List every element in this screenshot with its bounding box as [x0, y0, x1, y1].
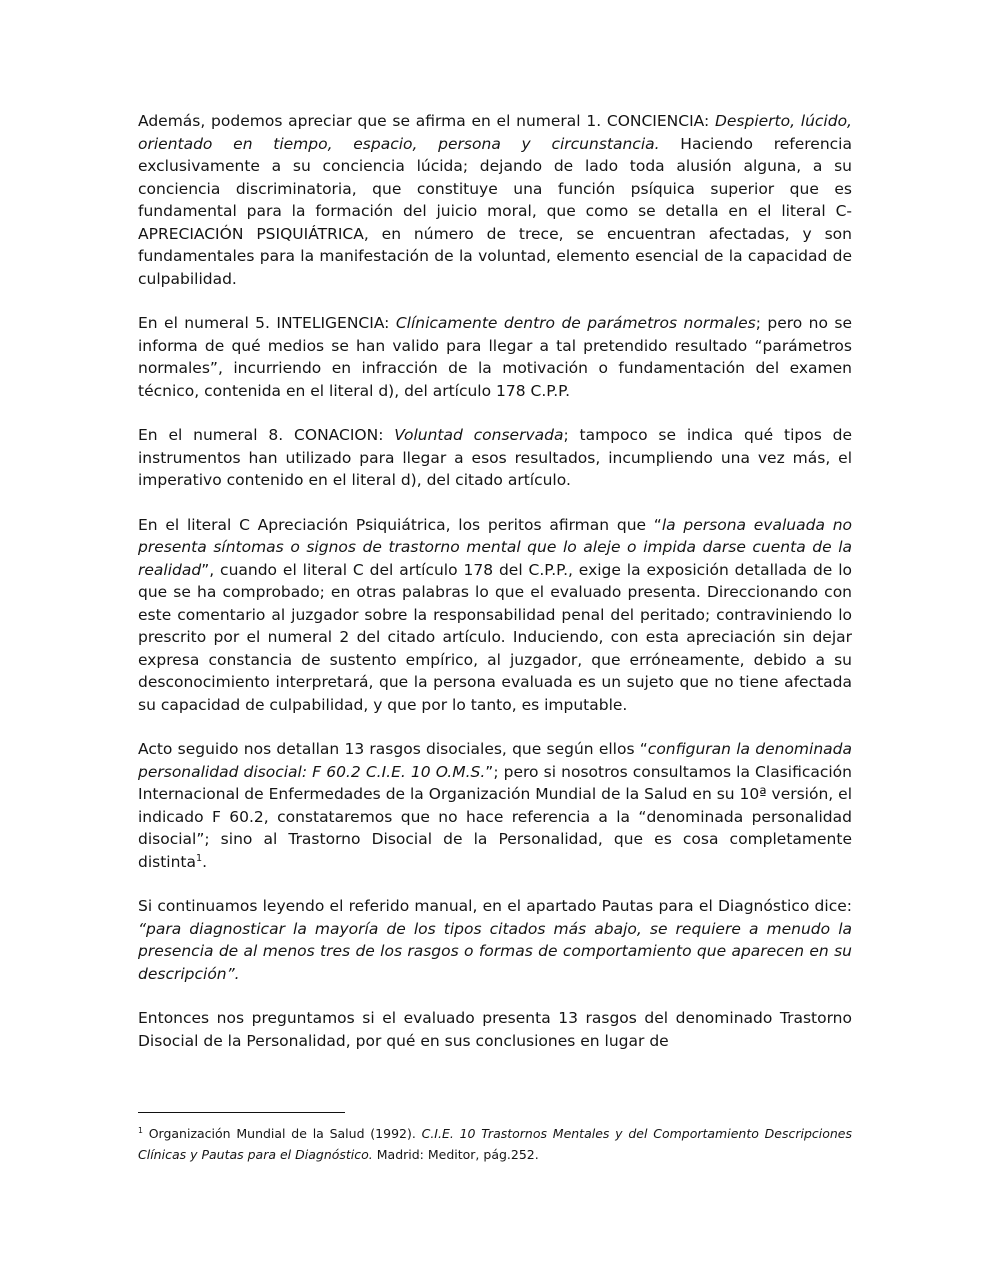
text-run: ; pero no se informa de qué medios se han valido para llegar a tal pretendido resultado “parámetros normales”, incurriendo en infracción de la motivación o fundamentación del examen técnico, contenida en el literal d), del artículo 178 C.P.P. [138, 314, 853, 400]
text-run: . [202, 852, 208, 871]
paragraph-pautas-diagnostico [138, 895, 852, 985]
text-run: En el numeral 5. INTELIGENCIA: [138, 314, 396, 332]
footnote [138, 1112, 852, 1165]
text-run: C.I.E. 10 Trastornos Mentales y del Comportamiento Descripciones Clínicas y Pautas para el Diagnóstico. [138, 1126, 852, 1162]
paragraph-conacion [138, 424, 852, 492]
text-run: ”, cuando el literal C del artículo 178 del C.P.P., exige la exposición detallada de lo que se ha comprobado; en otras palabras lo que el evaluado presenta. Direccionando con este comentario al juzgador sobre la responsabilidad penal del peritado; contraviniendo lo prescrito por el numeral 2 del citado artículo. Induciendo, con esta apreciación sin dejar expresa constancia de sustento empírico, al juzgador, que erróneamente, debido a su desconocimiento interpretará, que la persona evaluada es un sujeto que no tiene afectada su capacidad de culpabilidad, y que por lo tanto, es imputable. [138, 560, 852, 714]
footnote-reference: 1 [138, 1125, 143, 1135]
text-run: En el numeral 8. CONACION: [138, 426, 395, 444]
paragraph-conclusion [138, 1007, 852, 1052]
text-run: Voluntad conservada [394, 426, 564, 444]
paragraph-apreciacion-psiquiatrica [138, 514, 852, 717]
text-run: Si continuamos leyendo el referido manual, en el apartado Pautas para el Diagnóstico dice: [138, 897, 852, 915]
text-run: configuran la denominada personalidad disocial: F 60.2 C.I.E. 10 O.M.S. [138, 740, 852, 781]
text-run: En el literal C Apreciación Psiquiátrica, los peritos afirman que “ [138, 515, 662, 534]
text-run: Clínicamente dentro de parámetros normales [395, 314, 756, 332]
text-run: la persona evaluada no presenta síntomas o signos de trastorno mental que lo aleje o impida darse cuenta de la realidad [138, 515, 853, 579]
text-run: ; tampoco se indica qué tipos de instrumentos han utilizado para llegar a esos resultados, incumpliendo una vez más, el imperativo contenido en el literal d), del citado artículo. [138, 426, 853, 489]
paragraph-conciencia [138, 110, 852, 290]
footnote-reference: 1 [196, 852, 203, 864]
text-run: ”; pero si nosotros consultamos la Clasificación Internacional de Enfermedades de la Organización Mundial de la Salud en su 10ª versión, el indicado F 60.2, constataremos que no hace referencia a la “denominada personalidad disocial”; sino al Trastorno Disocial de la Personalidad, que es cosa completamente distinta [138, 762, 852, 871]
text-run: “para diagnosticar la mayoría de los tipos citados más abajo, se requiere a menudo la presencia de al menos tres de los rasgos o formas de comportamiento que aparecen en su descripción”. [138, 919, 852, 983]
paragraph-inteligencia [138, 312, 852, 402]
text-run: Organización Mundial de la Salud (1992). [142, 1126, 422, 1141]
text-run: Además, podemos apreciar que se afirma en el numeral 1. CONCIENCIA: [138, 112, 715, 130]
text-run: Haciendo referencia exclusivamente a su conciencia lúcida; dejando de lado toda alusión alguna, a su conciencia discriminatoria, que constituye una función psíquica superior que es fundamental para la formación del juicio moral, que como se detalla en el literal C- APRECIACIÓN PSIQUIÁTRICA, en número de trece, se encuentran afectadas, y son fundamentales para la manifestación de la voluntad, elemento esencial de la capacidad de culpabilidad. [138, 134, 852, 288]
text-run: Madrid: Meditor, pág.252. [372, 1147, 539, 1162]
text-run: Acto seguido nos detallan 13 rasgos disociales, que según ellos “ [138, 740, 648, 758]
document-body [138, 110, 852, 1074]
paragraph-rasgos-disociales [138, 738, 852, 873]
text-run: Despierto, lúcido, orientado en tiempo, espacio, persona y circunstancia. [138, 112, 852, 153]
footnote-text [138, 1123, 852, 1165]
text-run: Entonces nos preguntamos si el evaluado presenta 13 rasgos del denominado Trastorno Disocial de la Personalidad, por qué en sus conclusiones en lugar de [138, 1009, 852, 1050]
footnote-separator [138, 1112, 345, 1113]
